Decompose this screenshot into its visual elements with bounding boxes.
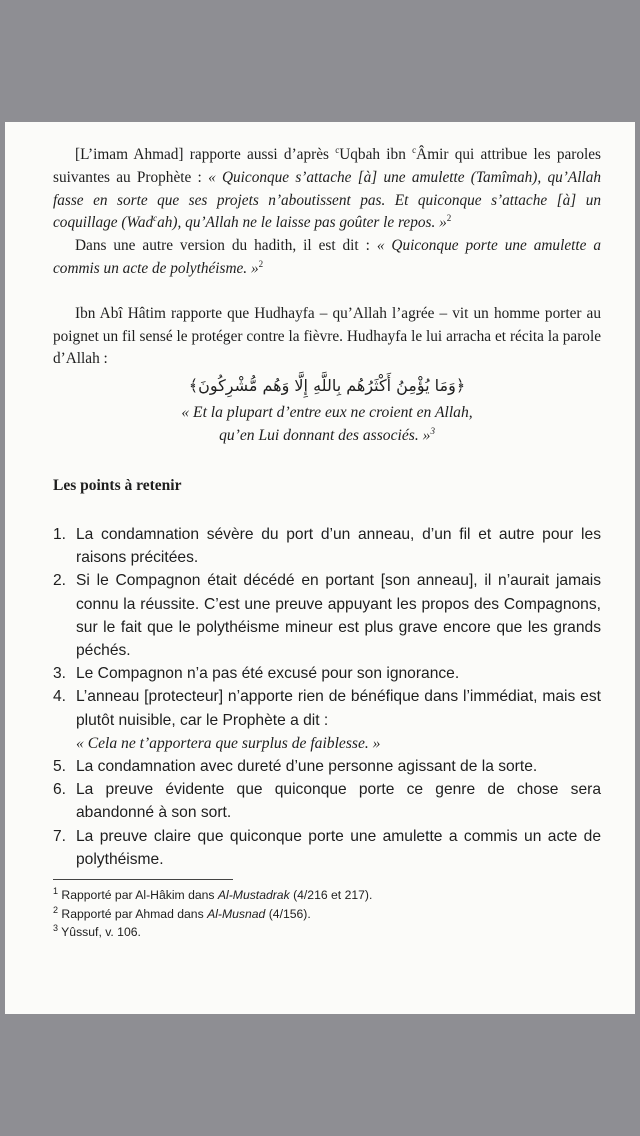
footnote: $^2$ Rapporté par Ahmad dans Al-Musnad (4/156). [53, 904, 311, 921]
footnote-ref: 3 [430, 425, 435, 436]
verse-translation: « Et la plupart d’entre eux ne croient en Allah, qu’en Lui donnant des associés. »$^3$ [181, 404, 473, 445]
footnote-ref: 2 [258, 258, 264, 269]
footnote: $^1$ Rapporté par Al-Hâkim dans Al-Mustadrak (4/216 et 217). [53, 885, 373, 903]
list-item: 7. La preuve claire que quiconque porte une amulette a commis un acte de polythéisme. [53, 827, 601, 868]
footnote-ref: 2 [446, 213, 452, 224]
footnote: $^3$ Yûssuf, v. 106. [53, 922, 141, 940]
paragraph-other-version: Dans une autre version du hadith, il est dit : « Quiconque porte une amulette a commis un acte de polythéisme. »$^2$ [53, 237, 601, 277]
list-item: 3. Le Compagnon n’a pas été excusé pour son ignorance. [53, 665, 460, 683]
points-list [53, 523, 601, 871]
list-item: 1. La condamnation sévère du port d’un anneau, d’un fil et autre pour les raisons précitées. [53, 525, 601, 567]
hadith-quote: « Quiconque porte une amulette a commis un acte de polythéisme. » [53, 237, 601, 277]
arabic-verse: ﴿وَمَا يُؤْمِنُ أَكْثَرُهُم بِاللَّهِ إِلَّا وَهُم مُّشْرِكُونَ﴾ [188, 376, 466, 396]
list-item: 2. Si le Compagnon était décédé en portant [son anneau], il n’aurait jamais connu la réussite. C’est une preuve appuyant les propos des Compagnons, sur le fait que le polythéisme mineur est plus grave encore que les grands péchés. [53, 572, 601, 659]
paragraph-hudhayfa: Ibn Abî Hâtim rapporte que Hudhayfa – qu’Allah l’agrée – vit un homme porter au poignet un fil sensé le protéger contre la fièvre. Hudhayfa le lui arracha et récita la parole d’Allah : [53, 304, 601, 368]
paragraph-hadith-ahmad: [L’imam Ahmad] rapporte aussi d’après $^c$Uqbah ibn $^c$Âmir qui attribue les paroles suivantes au Prophète : « Quiconque s’attache [à] une amulette (Tamîmah), qu’Allah fasse en sorte que ses projets n’aboutissent pas. Et quiconque s’attache [à] un coquillage (Wad$^c$ah), qu’Allah ne le laisse pas goûter le repos. »$^2$ [53, 144, 602, 232]
list-item: 5. La condamnation avec dureté d’une personne agissant de la sorte. [53, 758, 538, 775]
book-page [5, 122, 635, 1014]
list-item: 6. La preuve évidente que quiconque porte ce genre de chose sera abandonné à son sort. [53, 781, 601, 822]
section-title: Les points à retenir [53, 477, 182, 495]
footnote-divider [53, 879, 233, 880]
hadith-quote: « Quiconque s’attache [à] une amulette (Tamîmah), qu’Allah fasse en sorte que ses projets n’aboutissent pas. Et quiconque s’attache [à] un coquillage (Wad [53, 168, 602, 232]
list-item: 4. L’anneau [protecteur] n’apporte rien de bénéfique dans l’immédiat, mais est plutôt nuisible, car le Prophète a dit : « Cela ne t’apportera que surplus de faiblesse. » [53, 688, 601, 752]
prophet-quote: « Cela ne t’apportera que surplus de faiblesse. » [76, 734, 381, 752]
